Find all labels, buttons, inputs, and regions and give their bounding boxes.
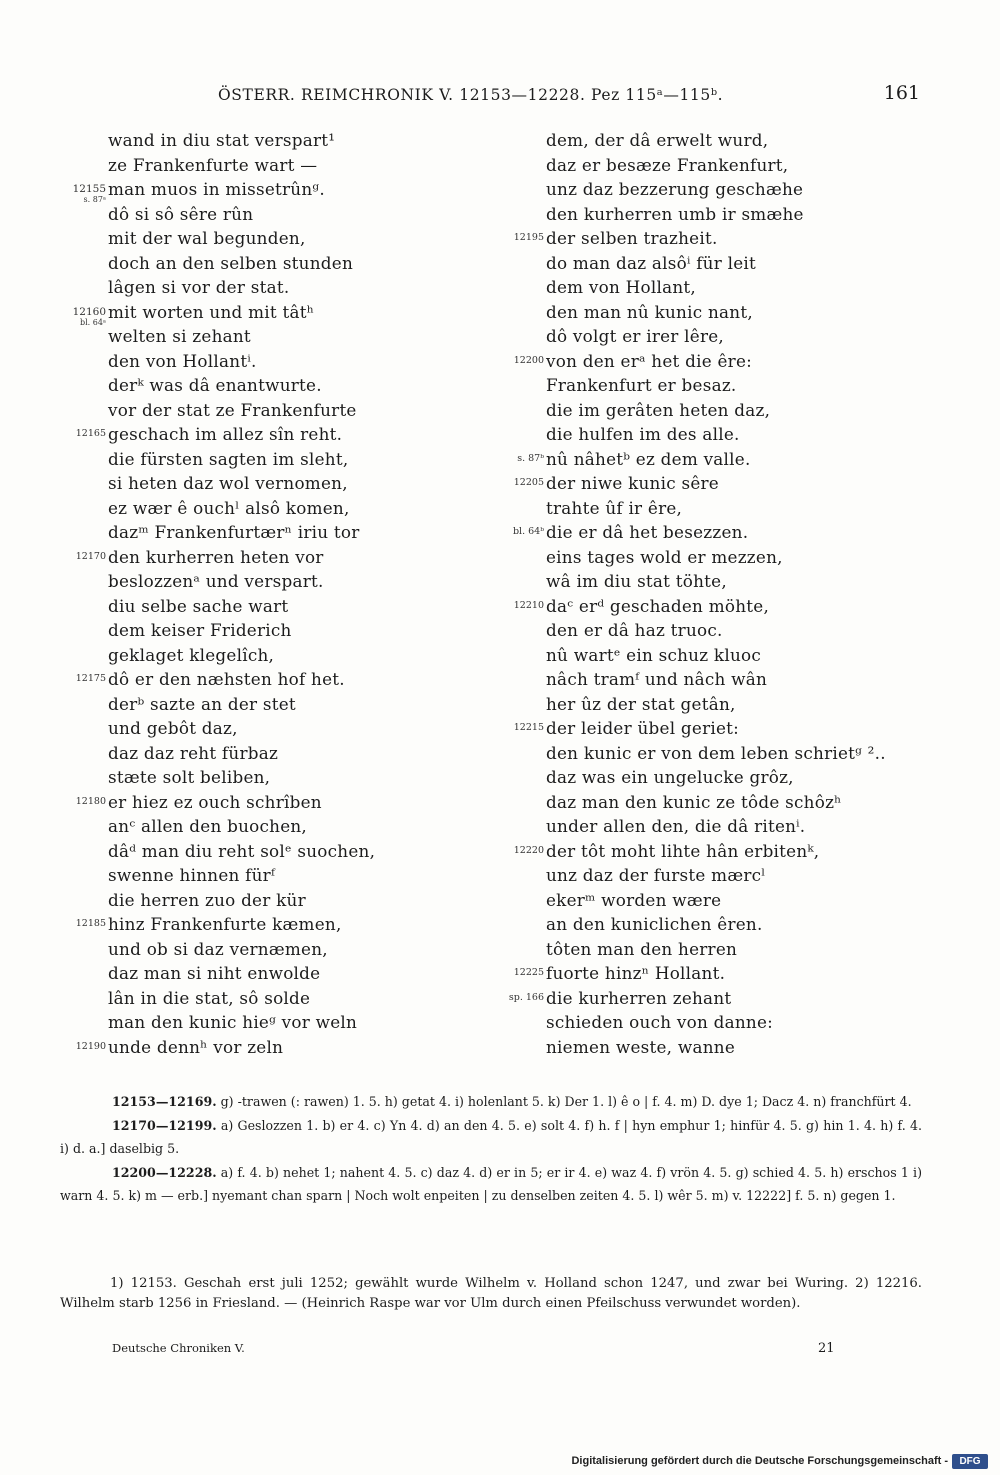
verse-text: man den kunic hieᵍ vor weln (108, 1012, 358, 1032)
verse-text: den kurherren heten vor (108, 546, 324, 567)
verse-line (40, 667, 440, 692)
verse-line (40, 1010, 440, 1035)
line-number: 12225 (513, 967, 544, 978)
verse-text: under allen den, die dâ ritenⁱ. (546, 816, 806, 836)
verse-text: die er dâ het besezzen. (546, 522, 749, 542)
verse-line (40, 765, 440, 790)
verse-line (470, 839, 890, 864)
verse-line (40, 128, 440, 153)
verse-line (470, 496, 890, 521)
verse-text: dazᵐ Frankenfurtærⁿ iriu tor (108, 522, 360, 542)
verse-line (40, 153, 440, 178)
verse-text: dem von Hollant, (546, 277, 697, 297)
verse-line (470, 520, 890, 545)
verse-line (40, 790, 440, 815)
verse-line (470, 1010, 890, 1035)
verse-text: nâch tramᶠ und nâch wân (546, 669, 768, 689)
apparatus-entry (60, 1161, 922, 1208)
verse-line (470, 863, 890, 888)
apparatus-text: a) Geslozzen 1. b) er 4. c) Yn 4. d) an den 4. 5. e) solt 4. f) h. f | hyn emphur 1; hinfür 4. 5. g) hin 1. 4. h) f. 4. i) d. a.] daselbig 5. (60, 1117, 922, 1156)
verse-text: daz was ein ungelucke grôz, (546, 767, 794, 787)
verse-line (40, 814, 440, 839)
verse-line (470, 986, 890, 1011)
line-number: s. 87ᵇ (517, 452, 544, 464)
verse-text: der niwe kunic sêre (546, 473, 719, 493)
verse-text: trahte ûf ir êre, (546, 497, 683, 518)
verse-text: lân in die stat, sô solde (108, 987, 311, 1008)
verse-line (40, 961, 440, 986)
verse-line (40, 692, 440, 717)
verse-line (470, 422, 890, 447)
line-number: 12195 (513, 232, 544, 243)
verse-text: den man nû kunic nant, (546, 301, 753, 322)
line-number: 12160 bl. 64ᵃ (72, 305, 106, 327)
verse-text: ze Frankenfurte wart — (108, 154, 318, 175)
apparatus-entry (60, 1090, 922, 1114)
verse-text: der selben trazheit. (546, 228, 718, 248)
apparatus-range: 12200—12228. (112, 1164, 217, 1180)
verse-text: daz man si niht enwolde (108, 963, 321, 983)
verse-line (470, 128, 890, 153)
verse-text: nû wartᵉ ein schuz kluoc (546, 644, 762, 665)
footer-series-title: Deutsche Chroniken V. (112, 1341, 245, 1355)
verse-line (40, 496, 440, 521)
verse-line (470, 814, 890, 839)
verse-text: die im gerâten heten daz, (546, 399, 771, 420)
verse-text: fuorte hinzⁿ Hollant. (546, 963, 726, 983)
verse-line (40, 300, 440, 325)
verse-line (470, 790, 890, 815)
footnotes (60, 1274, 922, 1314)
verse-text: wand in diu stat verspart¹ (108, 130, 336, 150)
verse-text: den kurherren umb ir smæhe (546, 203, 804, 224)
verse-line (40, 471, 440, 496)
verse-line (40, 545, 440, 570)
verse-line (470, 912, 890, 937)
verse-line (470, 275, 890, 300)
verse-line (40, 986, 440, 1011)
verse-text: unz daz bezzerung geschæhe (546, 179, 804, 199)
verse-text: diu selbe sache wart (108, 595, 289, 616)
verse-text: vor der stat ze Frankenfurte (108, 399, 357, 420)
verse-line (40, 202, 440, 227)
verse-line (40, 373, 440, 398)
verse-text: von den erᵃ het die êre: (546, 350, 753, 371)
verse-text: swenne hinnen fürᶠ (108, 865, 275, 885)
verse-line (470, 667, 890, 692)
page-number: 161 (883, 82, 920, 104)
verse-text: ekerᵐ worden wære (546, 889, 722, 910)
verse-text: der tôt moht lihte hân erbitenᵏ, (546, 840, 820, 861)
verse-line (40, 177, 440, 202)
verse-text: den kunic er von dem leben schrietᵍ ².. (546, 742, 886, 763)
verse-line (470, 226, 890, 251)
verse-text: daz er besæze Frankenfurt, (546, 154, 789, 175)
verse-line (470, 373, 890, 398)
verse-line (470, 1035, 890, 1060)
verse-line (40, 912, 440, 937)
verse-text: do man daz alsôⁱ für leit (546, 252, 756, 273)
verse-text: daᶜ erᵈ geschaden möhte, (546, 595, 770, 616)
apparatus-text: a) f. 4. b) nehet 1; nahent 4. 5. c) daz 4. d) er in 5; er ir 4. e) waz 4. f) vrön 4. 5. g) schied 4. 5. h) erschos 1 i) warn 4. 5. k) m — erb.] nyemant chan sparn | Noch wolt enpeiten | zu denselben zeiten 4. 5. l) wêr 5. m) v. 12222] f. 5. n) gegen 1. (60, 1164, 922, 1203)
verse-text: den er dâ haz truoc. (546, 620, 723, 640)
footnote: 1) 12153. Geschah erst juli 1252; gewählt wurde Wilhelm v. Holland schon 1247, und zwar bei Wuring. 2) 12216. Wilhelm starb 1256 in Friesland. — (Heinrich Raspe war vor Ulm durch einen Pfeilschuss verwundet worden). (60, 1276, 922, 1311)
line-number: 12175 (75, 673, 106, 684)
verse-line (40, 324, 440, 349)
verse-line (470, 741, 890, 766)
verse-text: derᵏ was dâ enantwurte. (108, 375, 322, 395)
verse-text: dô volgt er irer lêre, (546, 326, 724, 346)
verse-text: mit worten und mit tâtʰ (108, 301, 315, 322)
verse-text: anᶜ allen den buochen, (108, 816, 308, 836)
verse-line (40, 398, 440, 423)
apparatus-text: g) -trawen (: rawen) 1. 5. h) getat 4. i) holenlant 5. k) Der 1. l) ê o | f. 4. m) D. dye 1; Dacz 4. n) franchfürt 4. (220, 1094, 912, 1109)
verse-text: geklaget klegelîch, (108, 644, 275, 665)
line-number: 12185 (75, 918, 106, 929)
verse-text: dô si sô sêre rûn (108, 203, 254, 224)
verse-text: daz man den kunic ze tôde schôzʰ (546, 791, 842, 812)
verse-text: dem, der dâ erwelt wurd, (546, 130, 769, 150)
apparatus-entry (60, 1114, 922, 1161)
verse-text: derᵇ sazte an der stet (108, 693, 296, 714)
verse-line (40, 349, 440, 374)
verse-line (40, 251, 440, 276)
line-number: 12155 s. 87ᵃ (72, 183, 106, 204)
verse-text: lâgen si vor der stat. (108, 277, 290, 297)
verse-line (40, 1035, 440, 1060)
line-number: 12180 (75, 795, 106, 807)
verse-text: stæte solt beliben, (108, 767, 271, 787)
verse-text: mit der wal begunden, (108, 228, 306, 248)
verse-text: wâ im diu stat töhte, (546, 571, 727, 591)
verse-line (40, 275, 440, 300)
verse-column-right (470, 128, 890, 1059)
verse-line (470, 349, 890, 374)
verse-text: dâᵈ man diu reht solᵉ suochen, (108, 840, 376, 861)
line-number: 12165 (75, 428, 106, 439)
verse-line (40, 716, 440, 741)
verse-line (40, 447, 440, 472)
verse-line (470, 716, 890, 741)
verse-text: die herren zuo der kür (108, 889, 306, 910)
line-number: 12210 (513, 599, 544, 611)
line-number: 12215 (513, 722, 544, 733)
dfg-banner (571, 1453, 992, 1471)
apparatus-range: 12170—12199. (112, 1117, 217, 1133)
verse-line (470, 471, 890, 496)
verse-text: daz daz reht fürbaz (108, 742, 279, 763)
verse-line (470, 447, 890, 472)
verse-text: die fürsten sagten im sleht, (108, 448, 349, 469)
verse-text: hinz Frankenfurte kæmen, (108, 914, 342, 934)
apparatus-range: 12153—12169. (112, 1094, 217, 1109)
verse-text: her ûz der stat getân, (546, 693, 736, 714)
line-number: 12205 (513, 477, 544, 488)
dfg-banner-text: Digitalisierung gefördert durch die Deutsche Forschungsgemeinschaft - (571, 1455, 948, 1467)
dfg-logo-icon: DFG (952, 1454, 988, 1469)
verse-line (470, 765, 890, 790)
verse-line (470, 937, 890, 962)
footer-signature: 21 (818, 1341, 835, 1356)
line-number: sp. 166 (508, 991, 544, 1003)
verse-line (470, 888, 890, 913)
critical-apparatus (60, 1090, 922, 1208)
line-number: bl. 64ᵇ (512, 526, 544, 537)
verse-text: den von Hollantⁱ. (108, 350, 257, 371)
verse-line (470, 251, 890, 276)
verse-text: eins tages wold er mezzen, (546, 546, 783, 567)
verse-text: man muos in missetrûnᵍ. (108, 179, 325, 199)
verse-text: beslozzenᵃ und verspart. (108, 571, 324, 591)
verse-line (40, 618, 440, 643)
verse-line (470, 569, 890, 594)
verse-text: er hiez ez ouch schrîben (108, 791, 322, 812)
verse-line (470, 618, 890, 643)
verse-line (40, 520, 440, 545)
verse-text: schieden ouch von danne: (546, 1012, 774, 1032)
verse-text: nû nâhetᵇ ez dem valle. (546, 448, 751, 469)
verse-line (40, 422, 440, 447)
verse-line (470, 202, 890, 227)
verse-text: si heten daz wol vernomen, (108, 473, 348, 493)
line-number: 12200 (513, 354, 544, 366)
verse-text: dem keiser Friderich (108, 620, 292, 640)
verse-line (40, 839, 440, 864)
verse-text: niemen weste, wanne (546, 1036, 736, 1057)
verse-line (470, 324, 890, 349)
line-number: 12170 (75, 550, 106, 562)
verse-text: an den kuniclichen êren. (546, 914, 763, 934)
verse-text: die kurherren zehant (546, 987, 732, 1008)
verse-line (470, 177, 890, 202)
verse-line (470, 545, 890, 570)
verse-line (40, 594, 440, 619)
verse-text: tôten man den herren (546, 938, 738, 959)
line-number: 12220 (513, 844, 544, 856)
verse-line (40, 888, 440, 913)
verse-text: und gebôt daz, (108, 718, 238, 738)
verse-text: Frankenfurt er besaz. (546, 375, 737, 395)
verse-text: und ob si daz vernæmen, (108, 938, 328, 959)
verse-column-left (40, 128, 440, 1059)
verse-line (470, 643, 890, 668)
verse-line (470, 153, 890, 178)
verse-line (40, 937, 440, 962)
verse-line (40, 643, 440, 668)
verse-text: die hulfen im des alle. (546, 424, 740, 444)
verse-text: welten si zehant (108, 326, 251, 346)
verse-line (40, 741, 440, 766)
verse-text: geschach im allez sîn reht. (108, 424, 343, 444)
line-number: 12190 (75, 1040, 106, 1052)
verse-line (470, 692, 890, 717)
verse-line (40, 863, 440, 888)
verse-text: der leider übel geriet: (546, 718, 740, 738)
verse-line (470, 594, 890, 619)
verse-line (470, 961, 890, 986)
page-header (60, 82, 920, 112)
verse-text: unde dennʰ vor zeln (108, 1036, 284, 1057)
verse-line (470, 300, 890, 325)
verse-text: unz daz der furste mærcˡ (546, 865, 766, 885)
verse-text: ez wær ê ouchˡ alsô komen, (108, 497, 350, 518)
verse-text: doch an den selben stunden (108, 252, 354, 273)
verse-line (470, 398, 890, 423)
verse-line (40, 569, 440, 594)
verse-text: dô er den næhsten hof het. (108, 669, 345, 689)
verse-line (40, 226, 440, 251)
running-head: ÖSTERR. REIMCHRONIK V. 12153—12228. Pez 115ᵃ—115ᵇ. (218, 86, 724, 104)
